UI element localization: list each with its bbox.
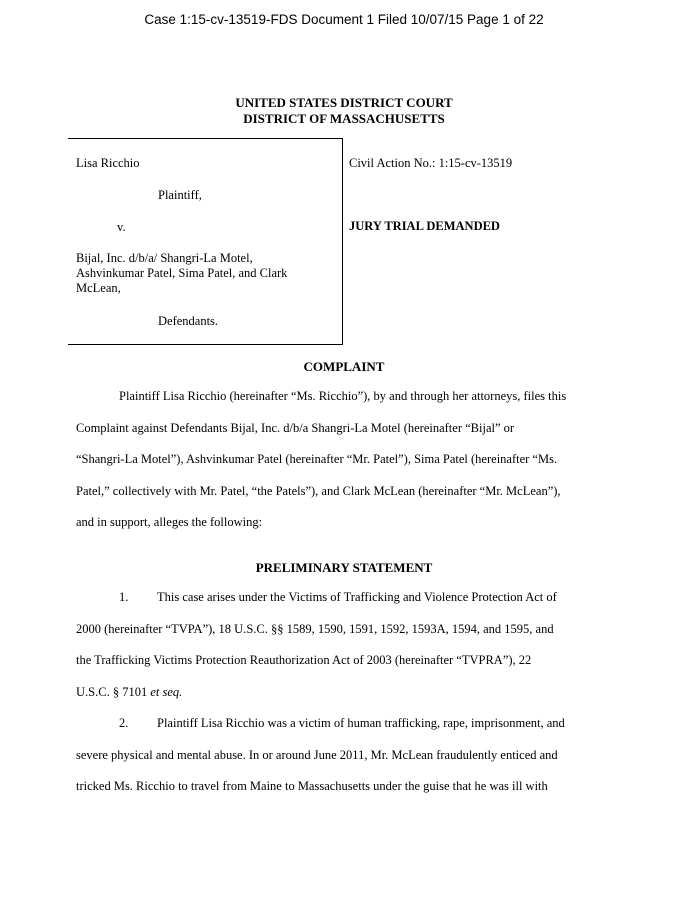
text-line: severe physical and mental abuse. In or around June 2011, Mr. McLean fraudulently enticed and — [76, 747, 558, 762]
defendants-line: Bijal, Inc. d/b/a/ Shangri-La Motel, — [76, 251, 253, 265]
text-line: the Trafficking Victims Protection Reauthorization Act of 2003 (hereinafter “TVPRA”), 22 — [76, 653, 532, 667]
italic-text: et seq. — [150, 684, 183, 699]
versus: v. — [117, 220, 126, 234]
plaintiff-name: Lisa Ricchio — [76, 156, 140, 170]
defendants-names — [76, 251, 287, 296]
preliminary-statement-title: PRELIMINARY STATEMENT — [255, 560, 433, 575]
text-line: tricked Ms. Ricchio to travel from Maine to Massachusetts under the guise that he was ill with — [76, 779, 548, 793]
complaint-intro — [76, 381, 616, 539]
text-line: and in support, alleges the following: — [76, 515, 263, 529]
court-district: DISTRICT OF MASSACHUSETTS — [243, 111, 445, 126]
defendants-line: McLean, — [76, 281, 121, 295]
complaint-title: COMPLAINT — [303, 359, 385, 374]
text-line: Complaint against Defendants Bijal, Inc. d/b/a Shangri-La Motel (hereinafter “Bijal” or — [76, 420, 515, 435]
text-line: Patel,” collectively with Mr. Patel, “the Patels”), and Clark McLean (hereinafter “Mr. McLean”), — [76, 483, 561, 498]
case-header: Case 1:15-cv-13519-FDS Document 1 Filed 10/07/15 Page 1 of 22 — [144, 12, 544, 27]
court-heading — [0, 95, 688, 127]
civil-action-number: Civil Action No.: 1:15-cv-13519 — [349, 156, 513, 170]
paragraph-number: 1. — [119, 590, 129, 604]
court-name: UNITED STATES DISTRICT COURT — [235, 95, 453, 110]
plaintiff-label: Plaintiff, — [158, 188, 202, 202]
paragraph-2 — [76, 708, 616, 803]
defendants-label: Defendants. — [158, 314, 219, 328]
text-line: Plaintiff Lisa Ricchio was a victim of human trafficking, rape, imprisonment, and — [157, 716, 565, 730]
jury-demand: JURY TRIAL DEMANDED — [349, 219, 500, 233]
text-line: “Shangri-La Motel”), Ashvinkumar Patel (hereinafter “Mr. Patel”), Sima Patel (hereinafter “Ms. — [76, 452, 558, 466]
defendants-line: Ashvinkumar Patel, Sima Patel, and Clark — [76, 266, 288, 280]
paragraph-number: 2. — [119, 716, 129, 730]
paragraph-1 — [76, 582, 616, 708]
text-line: Plaintiff Lisa Ricchio (hereinafter “Ms. Ricchio”), by and through her attorneys, files this — [119, 389, 567, 403]
text-line: This case arises under the Victims of Trafficking and Violence Protection Act of — [157, 590, 557, 604]
text-line: 2000 (hereinafter “TVPA”), 18 U.S.C. §§ 1589, 1590, 1591, 1592, 1593A, 1594, and 1595, and — [76, 621, 554, 636]
text-line: U.S.C. § 7101 — [76, 684, 151, 699]
